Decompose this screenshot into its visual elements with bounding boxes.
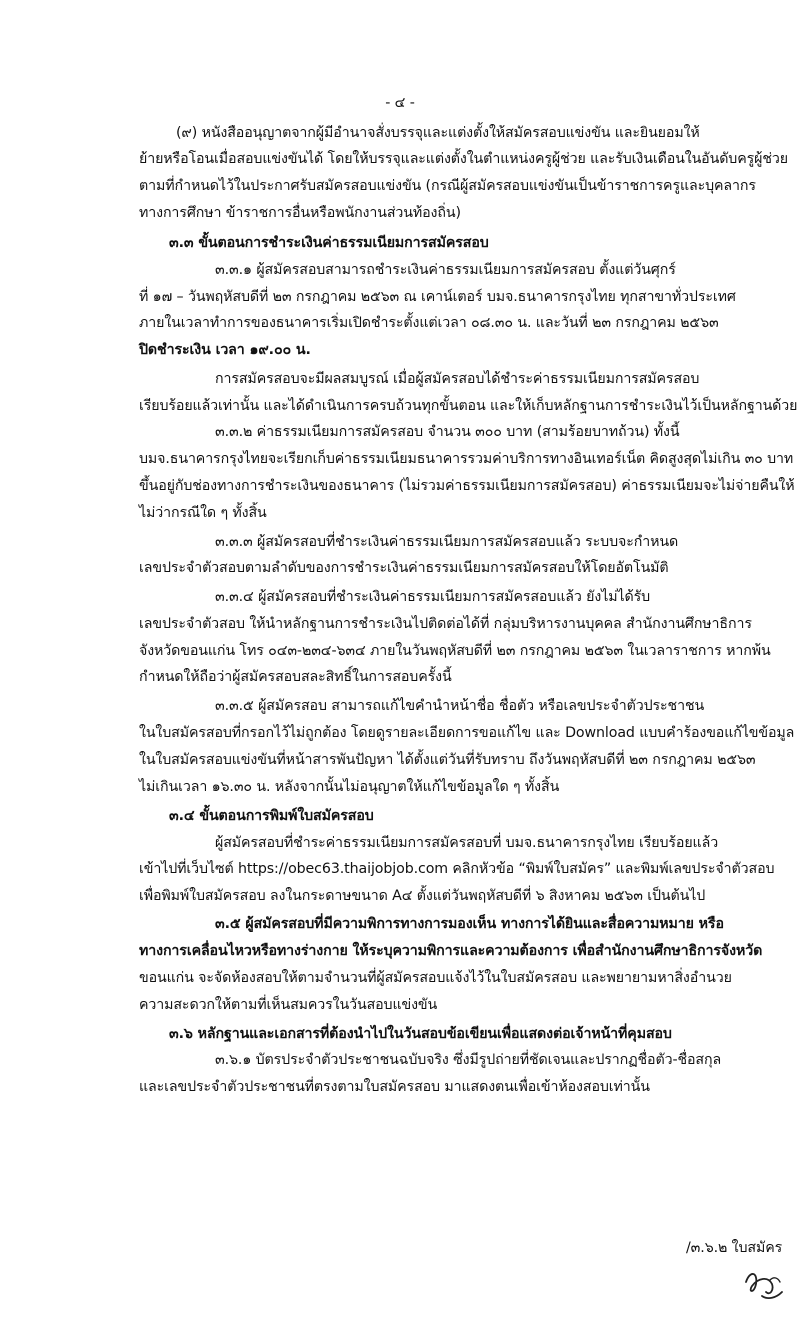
paragraph-line: เลขประจำตัวสอบ ให้นำหลักฐานการชำระเงินไปติดต่อได้ที่ กลุ่มบริหารงานบุคคล สำนักงานศึกษาธิการ [139, 616, 752, 632]
paragraph-line: เลขประจำตัวสอบตามลำดับของการชำระเงินค่าธรรมเนียมการสมัครสอบให้โดยอัตโนมัติ [139, 560, 669, 576]
paragraph-line: ไม่เกินเวลา ๑๖.๓๐ น. หลังจากนั้นไม่อนุญาตให้แก้ไขข้อมูลใด ๆ ทั้งสิ้น [139, 779, 560, 795]
section-heading: ๓.๓ ขั้นตอนการชำระเงินค่าธรรมเนียมการสมัครสอบ [169, 235, 489, 251]
section-heading: ๓.๕ ผู้สมัครสอบที่มีความพิการทางการมองเห็น ทางการได้ยินและสื่อความหมาย หรือ [215, 916, 724, 932]
paragraph-line: ย้ายหรือโอนเมื่อสอบแข่งขันได้ โดยให้บรรจุและแต่งตั้งในตำแหน่งครูผู้ช่วย และรับเงินเดือนในอันดับครูผู้ช่วย [139, 151, 788, 167]
paragraph-line-bold: ปิดชำระเงิน เวลา ๑๙.๐๐ น. [139, 342, 311, 358]
paragraph-line: ที่ ๑๗ – วันพฤหัสบดีที่ ๒๓ กรกฎาคม ๒๕๖๓ ณ เคาน์เตอร์ บมจ.ธนาคารกรุงไทย ทุกสาขาทั่วประเทศ [139, 289, 736, 305]
paragraph-line: ในใบสมัครสอบแข่งขันที่หน้าสารพันปัญหา ได้ตั้งแต่วันที่รับทราบ ถึงวันพฤหัสบดีที่ ๒๓ กรกฎาคม ๒๕๖๓ [139, 752, 756, 768]
paragraph-line: ๓.๖.๑ บัตรประจำตัวประชาชนฉบับจริง ซึ่งมีรูปถ่ายที่ชัดเจนและปรากฏชื่อตัว-ชื่อสกุล [215, 1052, 722, 1068]
continuation-note: /๓.๖.๒ ใบสมัคร [686, 1240, 783, 1256]
paragraph-line: ๓.๓.๓ ผู้สมัครสอบที่ชำระเงินค่าธรรมเนียมการสมัครสอบแล้ว ระบบจะกำหนด [215, 534, 679, 550]
section-heading: ๓.๔ ขั้นตอนการพิมพ์ใบสมัครสอบ [169, 808, 374, 824]
paragraph-line: ผู้สมัครสอบที่ชำระค่าธรรมเนียมการสมัครสอบที่ บมจ.ธนาคารกรุงไทย เรียบร้อยแล้ว [215, 835, 719, 851]
paragraph-line: ๓.๓.๑ ผู้สมัครสอบสามารถชำระเงินค่าธรรมเนียมการสมัครสอบ ตั้งแต่วันศุกร์ [215, 262, 676, 278]
paragraph-line: ขึ้นอยู่กับช่องทางการชำระเงินของธนาคาร (ไม่รวมค่าธรรมเนียมการสมัครสอบ) ค่าธรรมเนียมจะไม่จ่ายคืนให้ [139, 478, 795, 494]
paragraph-line: เรียบร้อยแล้วเท่านั้น และได้ดำเนินการครบถ้วนทุกขั้นตอน และให้เก็บหลักฐานการชำระเงินไว้เป็นหลักฐานด้วย [139, 398, 798, 414]
paragraph-line: ๓.๓.๔ ผู้สมัครสอบที่ชำระเงินค่าธรรมเนียมการสมัครสอบแล้ว ยังไม่ได้รับ [215, 589, 651, 605]
section-heading: ๓.๖ หลักฐานและเอกสารที่ต้องนำไปในวันสอบข้อเขียนเพื่อแสดงต่อเจ้าหน้าที่คุมสอบ [169, 1026, 672, 1042]
paragraph-line: ไม่ว่ากรณีใด ๆ ทั้งสิ้น [139, 505, 267, 521]
paragraph-line: เพื่อพิมพ์ใบสมัครสอบ ลงในกระดาษขนาด A๔ ตั้งแต่วันพฤหัสบดีที่ ๖ สิงหาคม ๒๕๖๓ เป็นต้นไป [139, 888, 706, 904]
paragraph-line: ภายในเวลาทำการของธนาคารเริ่มเปิดชำระตั้งแต่เวลา ๐๘.๓๐ น. และวันที่ ๒๓ กรกฎาคม ๒๕๖๓ [139, 315, 719, 331]
paragraph-line: ทางการศึกษา ข้าราชการอื่นหรือพนักงานส่วนท้องถิ่น) [139, 205, 461, 221]
paragraph-line: ตามที่กำหนดไว้ในประกาศรับสมัครสอบแข่งขัน (กรณีผู้สมัครสอบแข่งขันเป็นข้าราชการครูและบุคลากร [139, 178, 756, 194]
paragraph-line: (๙) หนังสืออนุญาตจากผู้มีอำนาจสั่งบรรจุและแต่งตั้งให้สมัครสอบแข่งขัน และยินยอมให้ [176, 125, 700, 141]
paragraph-line: จังหวัดขอนแก่น โทร ๐๔๓-๒๓๔-๖๓๔ ภายในวันพฤหัสบดีที่ ๒๓ กรกฎาคม ๒๕๖๓ ในเวลาราชการ หากพ้น [139, 643, 771, 659]
paragraph-line: ในใบสมัครสอบที่กรอกไว้ไม่ถูกต้อง โดยดูรายละเอียดการขอแก้ไข และ Download แบบคำร้องขอแก้ไขข้อมูล [139, 725, 795, 741]
paragraph-line: ความสะดวกให้ตามที่เห็นสมควรในวันสอบแข่งขัน [139, 997, 438, 1013]
paragraph-line: เข้าไปที่เว็บไซต์ https://obec63.thaijobjob.com คลิกหัวข้อ “พิมพ์ใบสมัคร” และพิมพ์เลขประจำตัวสอบ [139, 861, 775, 877]
paragraph-line: และเลขประจำตัวประชาชนที่ตรงตามใบสมัครสอบ มาแสดงตนเพื่อเข้าห้องสอบเท่านั้น [139, 1079, 650, 1095]
paragraph-line: การสมัครสอบจะมีผลสมบูรณ์ เมื่อผู้สมัครสอบได้ชำระค่าธรรมเนียมการสมัครสอบ [215, 371, 700, 387]
paragraph-line: ขอนแก่น จะจัดห้องสอบให้ตามจำนวนที่ผู้สมัครสอบแจ้งไว้ในใบสมัครสอบ และพยายามหาสิ่งอำนวย [139, 970, 732, 986]
paragraph-line-bold: ทางการเคลื่อนไหวหรือทางร่างกาย ให้ระบุความพิการและความต้องการ เพื่อสำนักงานศึกษาธิการจังหวัด [139, 943, 763, 959]
paragraph-line: ๓.๓.๕ ผู้สมัครสอบ สามารถแก้ไขคำนำหน้าชื่อ ชื่อตัว หรือเลขประจำตัวประชาชน [215, 698, 705, 714]
signature-icon [742, 1262, 786, 1306]
paragraph-line: บมจ.ธนาคารกรุงไทยจะเรียกเก็บค่าธรรมเนียมธนาคารรวมค่าบริการทางอินเทอร์เน็ต คิดสูงสุดไม่เกิน ๓๐ บาท [139, 451, 794, 467]
paragraph-line: กำหนดให้ถือว่าผู้สมัครสอบสละสิทธิ์ในการสอบครั้งนี้ [139, 669, 452, 685]
page-number: - ๔ - [385, 95, 415, 111]
paragraph-line: ๓.๓.๒ ค่าธรรมเนียมการสมัครสอบ จำนวน ๓๐๐ บาท (สามร้อยบาทถ้วน) ทั้งนี้ [215, 424, 680, 440]
